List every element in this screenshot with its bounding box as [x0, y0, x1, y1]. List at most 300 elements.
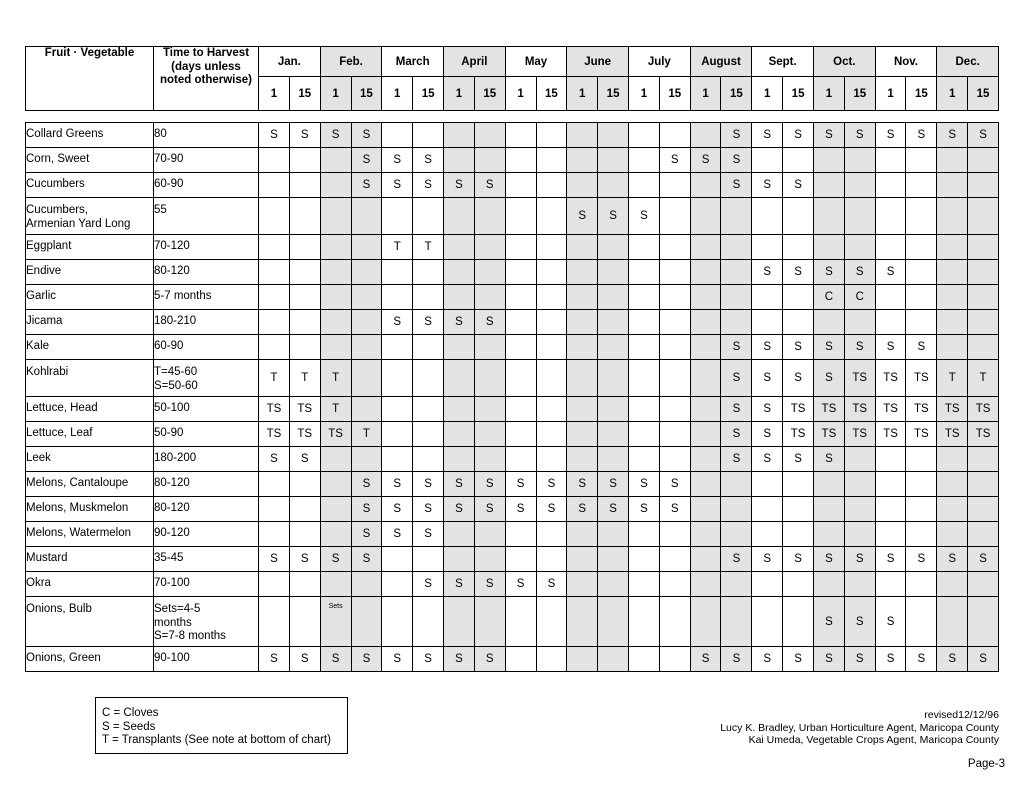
planting-cell: [505, 285, 536, 310]
planting-cell: [351, 572, 382, 597]
planting-cell: [320, 447, 351, 472]
planting-cell: S: [968, 547, 999, 572]
month-header: April: [444, 47, 506, 77]
planting-cell: [598, 597, 629, 647]
planting-cell: [813, 572, 844, 597]
vegetable-name: Garlic: [26, 285, 154, 310]
planting-cell: [413, 597, 444, 647]
harvest-time: 35-45: [154, 547, 259, 572]
table-row: [26, 522, 999, 547]
planting-cell: [659, 260, 690, 285]
planting-cell: TS: [813, 422, 844, 447]
planting-cell: S: [474, 173, 505, 198]
planting-cell: [875, 235, 906, 260]
month-header: June: [567, 47, 629, 77]
day-header: 15: [413, 77, 444, 111]
planting-cell: [259, 497, 290, 522]
planting-cell: [906, 260, 937, 285]
planting-cell: [721, 472, 752, 497]
planting-cell: [659, 235, 690, 260]
planting-cell: S: [752, 547, 783, 572]
planting-cell: [567, 310, 598, 335]
planting-cell: [813, 148, 844, 173]
planting-cell: S: [906, 335, 937, 360]
planting-cell: [444, 422, 475, 447]
planting-cell: S: [813, 360, 844, 397]
planting-cell: [444, 335, 475, 360]
harvest-time: 55: [154, 198, 259, 235]
planting-cell: [505, 173, 536, 198]
planting-cell: [382, 572, 413, 597]
planting-cell: [259, 597, 290, 647]
harvest-time: 50-90: [154, 422, 259, 447]
planting-cell: [906, 173, 937, 198]
planting-cell: [474, 547, 505, 572]
planting-cell: [906, 497, 937, 522]
planting-cell: [628, 397, 659, 422]
planting-cell: [567, 447, 598, 472]
planting-cell: [659, 335, 690, 360]
planting-cell: [968, 173, 999, 198]
planting-cell: [752, 522, 783, 547]
planting-cell: S: [721, 647, 752, 672]
planting-cell: [351, 360, 382, 397]
planting-cell: S: [937, 123, 968, 148]
planting-cell: [968, 447, 999, 472]
planting-cell: [259, 522, 290, 547]
day-header: 1: [320, 77, 351, 111]
vegetable-name: Endive: [26, 260, 154, 285]
table-row: [26, 397, 999, 422]
harvest-time: 80-120: [154, 472, 259, 497]
planting-cell: [474, 597, 505, 647]
planting-cell: S: [413, 148, 444, 173]
planting-cell: S: [813, 447, 844, 472]
planting-cell: [968, 335, 999, 360]
planting-cell: [320, 198, 351, 235]
planting-cell: [906, 447, 937, 472]
planting-cell: [320, 572, 351, 597]
planting-cell: S: [413, 310, 444, 335]
planting-cell: S: [444, 497, 475, 522]
planting-cell: [351, 235, 382, 260]
planting-cell: [659, 123, 690, 148]
credits: [720, 709, 999, 747]
table-row: [26, 285, 999, 310]
planting-cell: [567, 397, 598, 422]
planting-cell: S: [813, 123, 844, 148]
planting-cell: TS: [259, 397, 290, 422]
planting-cell: [382, 198, 413, 235]
planting-cell: [628, 235, 659, 260]
table-row: [26, 310, 999, 335]
vegetable-name: Cucumbers: [26, 173, 154, 198]
planting-cell: [937, 472, 968, 497]
planting-cell: [382, 422, 413, 447]
month-header: July: [628, 47, 690, 77]
planting-cell: [289, 198, 320, 235]
planting-cell: [721, 572, 752, 597]
planting-cell: S: [382, 497, 413, 522]
planting-cell: [536, 397, 567, 422]
planting-cell: S: [628, 497, 659, 522]
vegetable-name: Jicama: [26, 310, 154, 335]
planting-cell: TS: [813, 397, 844, 422]
day-header: 1: [444, 77, 475, 111]
planting-cell: [413, 547, 444, 572]
day-header: 1: [690, 77, 721, 111]
vegetable-name: Corn, Sweet: [26, 148, 154, 173]
planting-cell: S: [690, 148, 721, 173]
planting-cell: [536, 422, 567, 447]
planting-cell: [413, 123, 444, 148]
planting-cell: S: [259, 123, 290, 148]
planting-cell: [628, 547, 659, 572]
table-row: [26, 497, 999, 522]
planting-cell: S: [382, 310, 413, 335]
planting-cell: [906, 310, 937, 335]
credit-line-1: Lucy K. Bradley, Urban Horticulture Agent, Maricopa County: [720, 721, 999, 734]
planting-cell: TS: [844, 360, 875, 397]
planting-cell: [444, 522, 475, 547]
planting-cell: TS: [259, 422, 290, 447]
planting-cell: [659, 285, 690, 310]
day-header: 1: [752, 77, 783, 111]
planting-cell: [289, 335, 320, 360]
planting-cell: S: [474, 647, 505, 672]
planting-cell: S: [567, 198, 598, 235]
planting-cell: S: [968, 647, 999, 672]
planting-cell: S: [875, 335, 906, 360]
planting-cell: TS: [783, 422, 814, 447]
planting-cell: [474, 397, 505, 422]
planting-cell: [567, 422, 598, 447]
harvest-time: 50-100: [154, 397, 259, 422]
planting-cell: [659, 173, 690, 198]
planting-cell: [413, 285, 444, 310]
day-header: 15: [474, 77, 505, 111]
planting-cell: [536, 360, 567, 397]
planting-cell: [598, 173, 629, 198]
planting-cell: TS: [875, 360, 906, 397]
table-header: [26, 47, 999, 111]
planting-cell: [536, 173, 567, 198]
planting-cell: [598, 572, 629, 597]
planting-cell: S: [289, 447, 320, 472]
planting-cell: S: [690, 647, 721, 672]
planting-cell: [289, 285, 320, 310]
planting-cell: S: [844, 597, 875, 647]
planting-cell: S: [721, 360, 752, 397]
planting-cell: S: [721, 173, 752, 198]
vegetable-name: Melons, Muskmelon: [26, 497, 154, 522]
harvest-time: 80-120: [154, 260, 259, 285]
table-row: [26, 472, 999, 497]
planting-cell: S: [413, 572, 444, 597]
month-header: Nov.: [875, 47, 937, 77]
planting-cell: S: [505, 497, 536, 522]
planting-cell: [598, 360, 629, 397]
vegetable-name: Collard Greens: [26, 123, 154, 148]
harvest-time: 80: [154, 123, 259, 148]
day-header: 1: [505, 77, 536, 111]
planting-cell: S: [813, 260, 844, 285]
planting-cell: S: [413, 522, 444, 547]
planting-cell: T: [413, 235, 444, 260]
day-header: 1: [259, 77, 290, 111]
planting-cell: [783, 597, 814, 647]
planting-cell: T: [259, 360, 290, 397]
planting-cell: [690, 285, 721, 310]
planting-cell: S: [351, 472, 382, 497]
planting-cell: TS: [937, 422, 968, 447]
planting-cell: S: [289, 123, 320, 148]
planting-cell: [968, 235, 999, 260]
planting-cell: S: [783, 647, 814, 672]
planting-cell: [875, 173, 906, 198]
planting-cell: [505, 148, 536, 173]
table-row: [26, 597, 999, 647]
planting-cell: S: [598, 198, 629, 235]
planting-cell: [628, 422, 659, 447]
planting-cell: TS: [875, 397, 906, 422]
planting-cell: [320, 497, 351, 522]
planting-cell: [351, 397, 382, 422]
planting-cell: S: [351, 522, 382, 547]
planting-cell: [567, 522, 598, 547]
planting-cell: T: [382, 235, 413, 260]
planting-cell: S: [444, 572, 475, 597]
planting-cell: [474, 422, 505, 447]
planting-cell: S: [259, 547, 290, 572]
planting-cell: [875, 148, 906, 173]
planting-cell: [567, 260, 598, 285]
harvest-time: 70-120: [154, 235, 259, 260]
legend-transplants: T = Transplants (See note at bottom of chart): [102, 734, 331, 746]
planting-cell: [444, 235, 475, 260]
planting-cell: S: [259, 647, 290, 672]
planting-cell: S: [906, 123, 937, 148]
planting-cell: [783, 285, 814, 310]
planting-cell: S: [474, 472, 505, 497]
planting-cell: [351, 260, 382, 285]
planting-cell: S: [844, 547, 875, 572]
planting-cell: [937, 572, 968, 597]
planting-cell: [628, 360, 659, 397]
planting-cell: [813, 522, 844, 547]
planting-cell: [968, 260, 999, 285]
planting-cell: TS: [289, 397, 320, 422]
planting-cell: S: [875, 647, 906, 672]
planting-cell: S: [844, 123, 875, 148]
planting-cell: S: [752, 647, 783, 672]
planting-cell: T: [351, 422, 382, 447]
planting-cell: [598, 397, 629, 422]
planting-cell: S: [474, 497, 505, 522]
planting-cell: [259, 472, 290, 497]
planting-cell: [351, 285, 382, 310]
day-header: 1: [875, 77, 906, 111]
table-row: [26, 198, 999, 235]
planting-cell: TS: [875, 422, 906, 447]
planting-cell: [382, 447, 413, 472]
planting-cell: S: [351, 173, 382, 198]
planting-cell: [598, 285, 629, 310]
planting-cell: S: [505, 472, 536, 497]
planting-cell: [752, 572, 783, 597]
planting-cell: [844, 198, 875, 235]
planting-cell: [413, 447, 444, 472]
harvest-time: 60-90: [154, 173, 259, 198]
planting-cell: [320, 522, 351, 547]
planting-cell: [813, 497, 844, 522]
planting-cell: [474, 447, 505, 472]
planting-cell: S: [937, 547, 968, 572]
planting-cell: TS: [844, 397, 875, 422]
planting-cell: [444, 198, 475, 235]
planting-cell: [259, 173, 290, 198]
planting-cell: [937, 198, 968, 235]
planting-cell: [906, 472, 937, 497]
planting-cell: [628, 572, 659, 597]
planting-cell: S: [875, 547, 906, 572]
planting-cell: [598, 447, 629, 472]
planting-cell: [474, 260, 505, 285]
planting-cell: [690, 447, 721, 472]
planting-cell: S: [320, 547, 351, 572]
planting-cell: [505, 123, 536, 148]
planting-cell: S: [783, 360, 814, 397]
planting-cell: [783, 572, 814, 597]
planting-cell: [875, 497, 906, 522]
planting-cell: [505, 310, 536, 335]
planting-cell: [320, 260, 351, 285]
planting-cell: [382, 285, 413, 310]
planting-cell: TS: [783, 397, 814, 422]
planting-cell: [444, 397, 475, 422]
planting-cell: [937, 335, 968, 360]
planting-cell: [783, 522, 814, 547]
planting-cell: [567, 173, 598, 198]
table-row: [26, 235, 999, 260]
planting-cell: [875, 472, 906, 497]
planting-cell: [813, 198, 844, 235]
planting-cell: [937, 173, 968, 198]
planting-cell: [351, 198, 382, 235]
planting-cell: TS: [906, 422, 937, 447]
planting-cell: S: [721, 148, 752, 173]
planting-cell: S: [659, 497, 690, 522]
planting-cell: [351, 447, 382, 472]
planting-cell: [567, 335, 598, 360]
planting-cell: [505, 260, 536, 285]
planting-cell: [474, 360, 505, 397]
planting-cell: [783, 310, 814, 335]
planting-cell: S: [413, 497, 444, 522]
vegetable-name: Lettuce, Head: [26, 397, 154, 422]
planting-cell: [505, 235, 536, 260]
planting-cell: [659, 198, 690, 235]
planting-cell: S: [289, 547, 320, 572]
day-header: 1: [382, 77, 413, 111]
planting-cell: [259, 310, 290, 335]
planting-cell: [598, 310, 629, 335]
planting-cell: [598, 547, 629, 572]
planting-cell: [628, 173, 659, 198]
planting-cell: [628, 335, 659, 360]
planting-cell: [536, 335, 567, 360]
planting-cell: [444, 547, 475, 572]
planting-cell: [721, 285, 752, 310]
planting-cell: [875, 285, 906, 310]
planting-cell: [320, 235, 351, 260]
planting-cell: S: [813, 547, 844, 572]
planting-cell: [690, 310, 721, 335]
planting-cell: S: [875, 123, 906, 148]
planting-cell: [444, 260, 475, 285]
planting-cell: [968, 497, 999, 522]
planting-cell: [289, 260, 320, 285]
planting-cell: Sets: [320, 597, 351, 647]
planting-cell: [659, 310, 690, 335]
planting-cell: [875, 447, 906, 472]
planting-cell: [567, 647, 598, 672]
planting-cell: S: [413, 173, 444, 198]
planting-cell: [628, 447, 659, 472]
planting-cell: S: [598, 472, 629, 497]
planting-cell: [659, 647, 690, 672]
planting-cell: S: [721, 422, 752, 447]
planting-cell: [937, 148, 968, 173]
planting-cell: [690, 522, 721, 547]
planting-cell: [968, 472, 999, 497]
planting-cell: [659, 572, 690, 597]
month-header: Feb.: [320, 47, 382, 77]
planting-cell: [474, 522, 505, 547]
day-header: 15: [351, 77, 382, 111]
planting-cell: [444, 597, 475, 647]
planting-cell: S: [783, 335, 814, 360]
planting-cell: [259, 260, 290, 285]
planting-cell: S: [721, 335, 752, 360]
planting-cell: [289, 572, 320, 597]
planting-cell: S: [752, 397, 783, 422]
planting-cell: [598, 260, 629, 285]
planting-cell: [598, 148, 629, 173]
planting-cell: [536, 260, 567, 285]
planting-cell: [783, 497, 814, 522]
planting-cell: [289, 472, 320, 497]
planting-cell: [567, 235, 598, 260]
planting-cell: [690, 472, 721, 497]
planting-cell: [906, 198, 937, 235]
planting-cell: [628, 285, 659, 310]
revised-date: revised12/12/96: [924, 709, 999, 721]
planting-cell: [906, 522, 937, 547]
planting-cell: [628, 123, 659, 148]
planting-cell: [752, 497, 783, 522]
planting-cell: S: [413, 647, 444, 672]
planting-cell: S: [659, 472, 690, 497]
planting-cell: [536, 647, 567, 672]
planting-cell: [413, 260, 444, 285]
planting-cell: [721, 310, 752, 335]
table-row: [26, 547, 999, 572]
planting-cell: S: [968, 123, 999, 148]
planting-cell: [474, 123, 505, 148]
planting-cell: T: [968, 360, 999, 397]
planting-cell: [536, 123, 567, 148]
